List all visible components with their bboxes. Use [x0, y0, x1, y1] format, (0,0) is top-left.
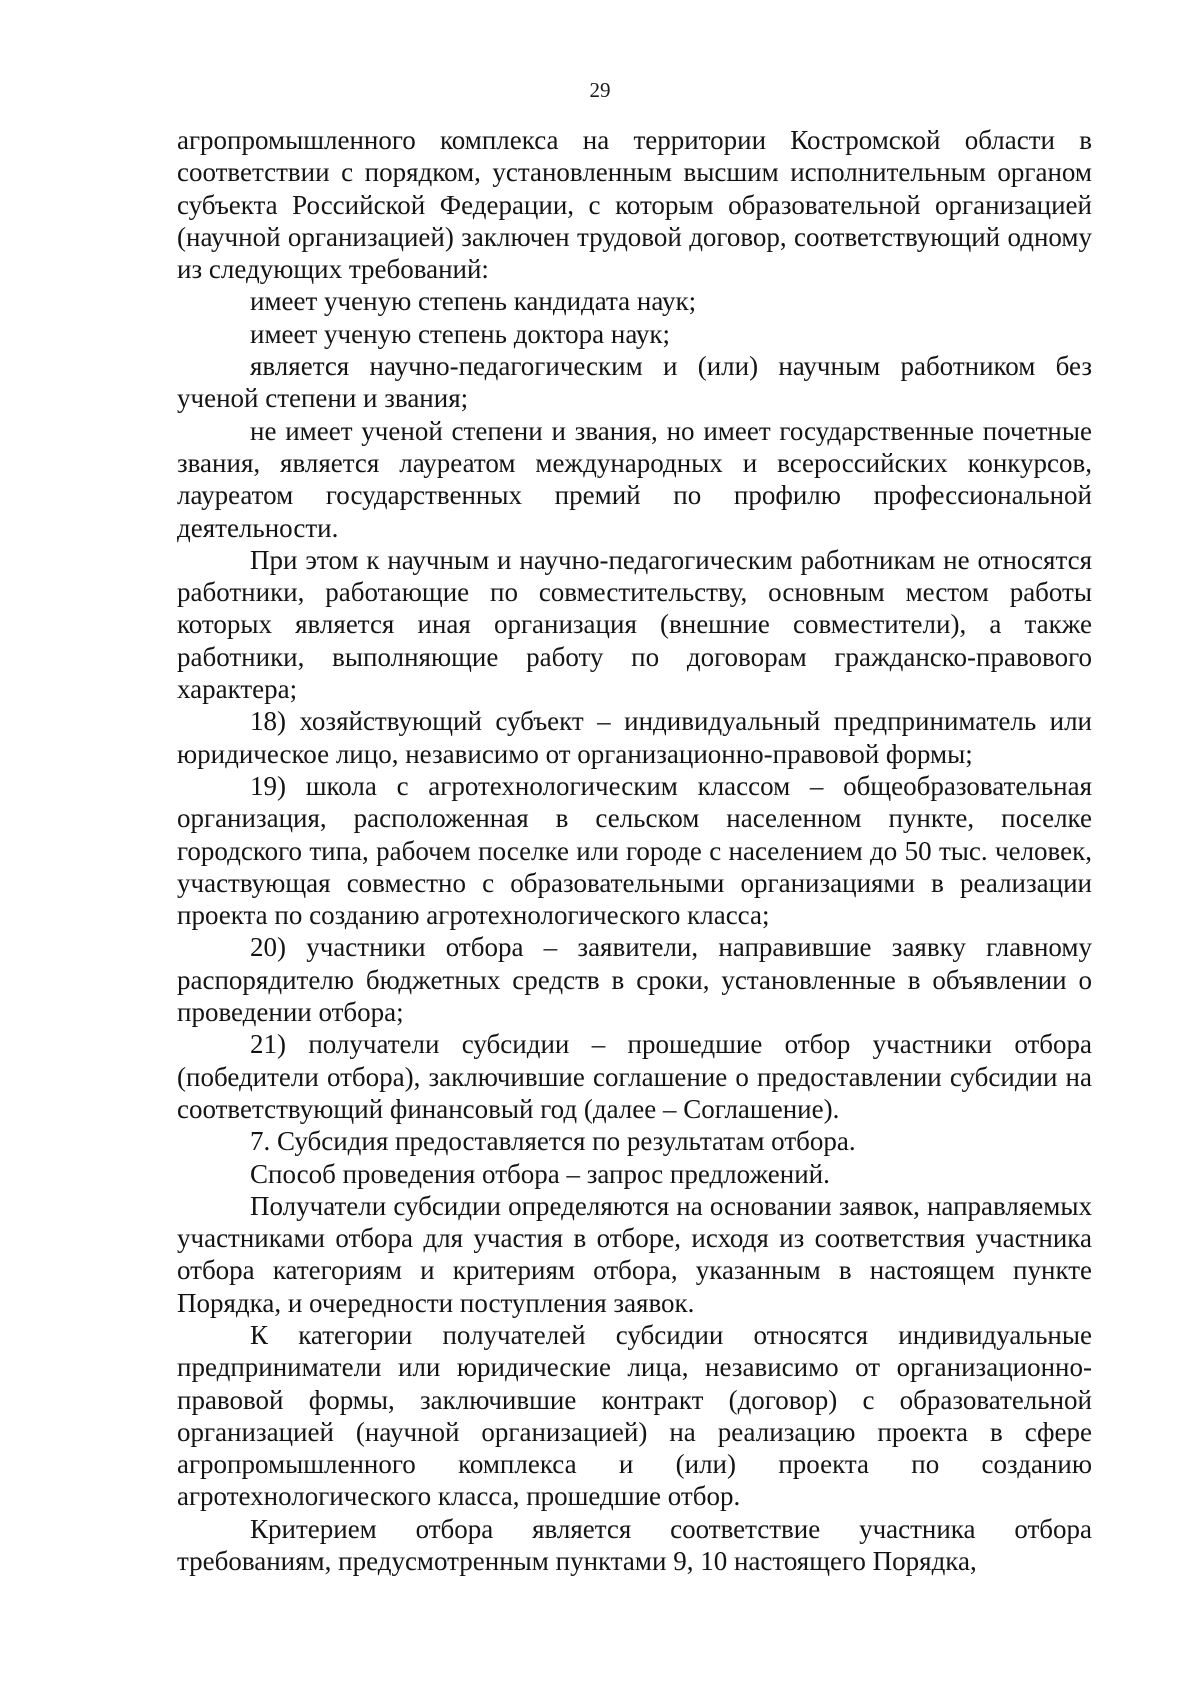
paragraph: не имеет ученой степени и звания, но имеет государственные почетные звания, является лауреатом международных и всероссийских конкурсов, лауреатом государственных премий по профилю профессиональной деятельности.: [177, 415, 1092, 543]
paragraph: 20) участники отбора – заявители, направившие заявку главному распорядителю бюджетных средств в сроки, установленные в объявлении о проведении отбора;: [177, 932, 1092, 1028]
paragraph: Способ проведения отбора – запрос предложений.: [250, 1158, 830, 1189]
paragraph: имеет ученую степень доктора наук;: [250, 318, 671, 349]
paragraph: 18) хозяйствующий субъект – индивидуальный предприниматель или юридическое лицо, независимо от организационно-правовой формы;: [177, 706, 1092, 769]
paragraph: 21) получатели субсидии – прошедшие отбор участники отбора (победители отбора), заключившие соглашение о предоставлении субсидии на соответствующий финансовый год (далее – Соглашение).: [177, 1029, 1092, 1124]
paragraph: При этом к научным и научно-педагогическим работникам не относятся работники, работающие по совместительству, основным местом работы которых является иная организация (внешние совместители), а также работники, выполняющие работу по договорам гражданско-правового характера;: [177, 544, 1092, 705]
document-body: [177, 124, 1092, 1577]
paragraph: является научно-педагогическим и (или) научным работником без ученой степени и звания;: [177, 351, 1092, 414]
page-number: 29: [589, 78, 611, 102]
paragraph: агропромышленного комплекса на территории Костромской области в соответствии с порядком, установленным высшим исполнительным органом субъекта Российской Федерации, с которым образовательной организацией (научной организацией) заключен трудовой договор, соответствующий одному из следующих требований:: [177, 125, 1092, 285]
paragraph: Критерием отбора является соответствие участника отбора требованиям, предусмотренным пунктами 9, 10 настоящего Порядка,: [177, 1513, 1092, 1577]
paragraph: 7. Субсидия предоставляется по результатам отбора.: [250, 1126, 856, 1157]
paragraph: имеет ученую степень кандидата наук;: [250, 286, 697, 317]
paragraph: К категории получателей субсидии относятся индивидуальные предприниматели или юридические лица, независимо от организационно-правовой формы, заключившие контракт (договор) с образовательной организацией (научной организацией) на реализацию проекта в сфере агропромышленного комплекса и (или) проекта по созданию агротехнологического класса, прошедшие отбор.: [177, 1319, 1092, 1512]
paragraph: 19) школа с агротехнологическим классом – общеобразовательная организация, расположенная в сельском населенном пункте, поселке городского типа, рабочем поселке или городе с населением до 50 тыс. человек, участвующая совместно с образовательными организациями в реализации проекта по созданию агротехнологического класса;: [177, 770, 1092, 931]
paragraph: Получатели субсидии определяются на основании заявок, направляемых участниками отбора для участия в отборе, исходя из соответствия участника отбора категориям и критериям отбора, указанным в настоящем пункте Порядка, и очередности поступления заявок.: [177, 1190, 1092, 1318]
